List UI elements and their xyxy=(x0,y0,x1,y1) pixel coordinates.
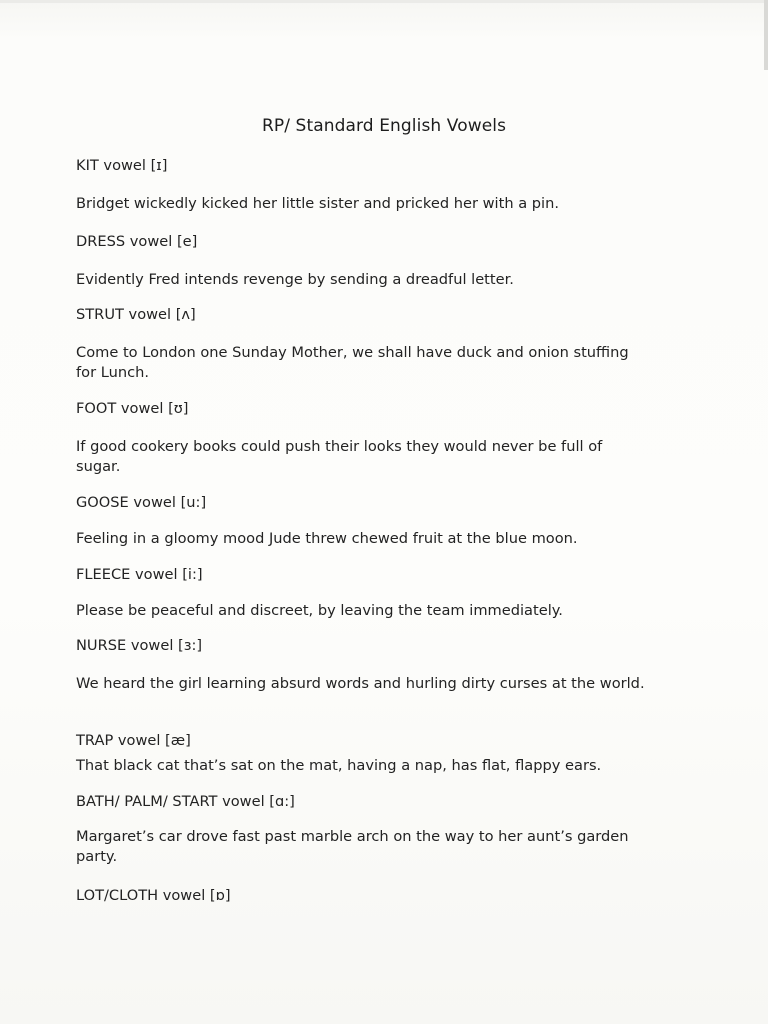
fleece-vowel-heading: FLEECE vowel [i:] xyxy=(76,566,203,583)
scan-shadow-top xyxy=(0,0,768,3)
goose-vowel-sentence: Feeling in a gloomy mood Jude threw chewed fruit at the blue moon. xyxy=(76,530,578,547)
kit-vowel-sentence: Bridget wickedly kicked her little sister and pricked her with a pin. xyxy=(76,195,559,212)
scan-shadow-right xyxy=(764,0,768,70)
bath-palm-start-vowel-heading: BATH/ PALM/ START vowel [ɑ:] xyxy=(76,793,295,810)
foot-vowel-heading: FOOT vowel [ʊ] xyxy=(76,400,189,417)
foot-vowel-sentence: If good cookery books could push their looks they would never be full of sugar. xyxy=(76,438,603,475)
kit-vowel-heading: KIT vowel [ɪ] xyxy=(76,157,168,174)
page-title: RP/ Standard English Vowels xyxy=(261,116,507,136)
goose-vowel-heading: GOOSE vowel [u:] xyxy=(76,494,207,511)
dress-vowel-sentence: Evidently Fred intends revenge by sending a dreadful letter. xyxy=(76,271,514,288)
nurse-vowel-sentence: We heard the girl learning absurd words and hurling dirty curses at the world. xyxy=(76,675,645,692)
nurse-vowel-heading: NURSE vowel [ɜ:] xyxy=(76,637,203,654)
dress-vowel-heading: DRESS vowel [e] xyxy=(76,233,198,250)
fleece-vowel-sentence: Please be peaceful and discreet, by leaving the team immediately. xyxy=(76,602,563,619)
trap-vowel-sentence: That black cat that’s sat on the mat, having a nap, has flat, flappy ears. xyxy=(76,757,602,774)
lot-cloth-vowel-heading: LOT/CLOTH vowel [ɒ] xyxy=(76,887,231,904)
bath-palm-start-vowel-sentence: Margaret’s car drove fast past marble arch on the way to her aunt’s garden party. xyxy=(76,828,629,865)
strut-vowel-heading: STRUT vowel [ʌ] xyxy=(76,306,196,323)
trap-vowel-heading: TRAP vowel [æ] xyxy=(76,732,191,749)
strut-vowel-sentence: Come to London one Sunday Mother, we shall have duck and onion stuffing for Lunch. xyxy=(76,344,629,381)
